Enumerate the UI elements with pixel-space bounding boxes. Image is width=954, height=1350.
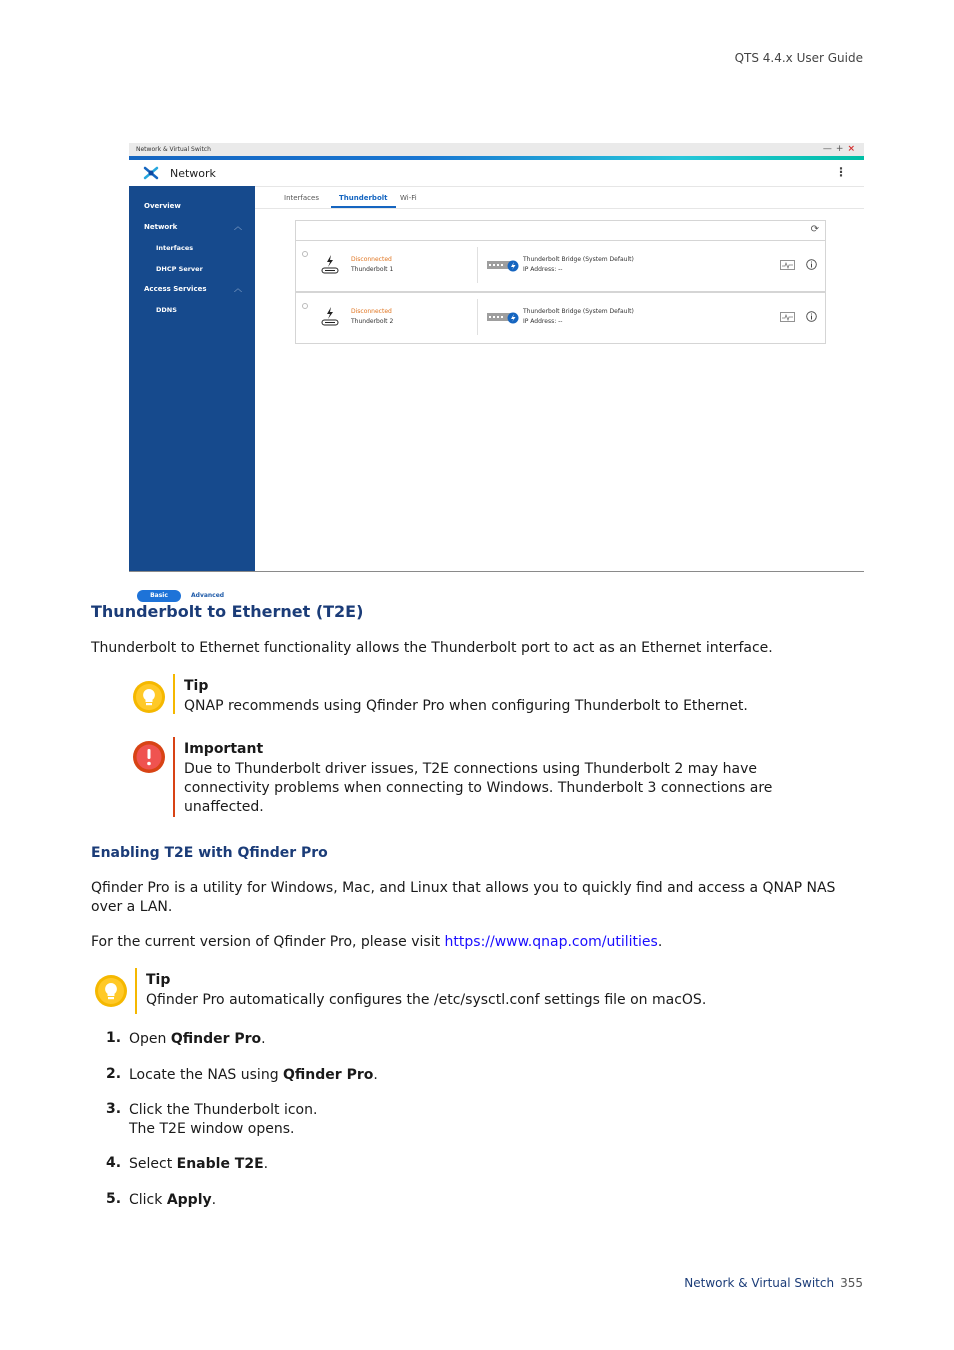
important-bar — [173, 737, 175, 817]
important-text: Due to Thunderbolt driver issues, T2E connections using Thunderbolt 2 may have connectivity problems when connecting to Windows. Thunderbolt 3 connections are unaffected. — [184, 761, 773, 815]
basic-mode-button[interactable]: Basic — [137, 590, 181, 602]
sidebar-item-ddns[interactable]: DDNS — [156, 306, 177, 314]
step-number: 5. — [106, 1191, 122, 1207]
panel-toolbar — [296, 221, 825, 241]
utilities-link[interactable]: https://www.qnap.com/utilities — [444, 934, 658, 950]
step-text: Select Enable T2E. — [129, 1156, 269, 1172]
important-note — [132, 737, 832, 817]
window-titlebar — [129, 143, 864, 156]
minimize-icon[interactable]: — — [822, 144, 836, 154]
port-name: Thunderbolt 1 — [351, 266, 394, 273]
tip-bar — [135, 968, 137, 1014]
traffic-chart-icon[interactable] — [780, 312, 795, 322]
thunderbolt-row[interactable] — [296, 291, 825, 340]
download-text: For the current version of Qfinder Pro, please visit — [91, 934, 445, 950]
section-intro: Thunderbolt to Ethernet functionality allows the Thunderbolt port to act as an Ethernet interface. — [91, 640, 773, 656]
tab-divider — [255, 208, 864, 209]
thunderbolt-panel — [295, 220, 826, 344]
step-number: 2. — [106, 1066, 122, 1082]
window-controls — [823, 143, 859, 156]
footer-section: Network & Virtual Switch — [684, 1276, 835, 1290]
tip-title: Tip — [184, 678, 209, 694]
page-number: 355 — [840, 1276, 863, 1290]
advanced-mode-button[interactable]: Advanced — [191, 592, 225, 599]
row-select-radio[interactable] — [302, 251, 308, 257]
running-header: QTS 4.4.x User Guide — [734, 51, 863, 65]
app-name: Network — [170, 167, 216, 180]
mode-toggle[interactable] — [136, 589, 233, 603]
step-number: 1. — [106, 1030, 122, 1046]
tip-text: Qfinder Pro automatically configures the /etc/sysctl.conf settings file on macOS. — [146, 992, 707, 1008]
download-text-end: . — [657, 934, 663, 950]
sidebar-item-interfaces[interactable]: Interfaces — [156, 244, 194, 252]
status-label: Disconnected — [351, 308, 392, 315]
step-number: 4. — [106, 1155, 122, 1171]
sidebar-item-dhcp-server[interactable]: DHCP Server — [156, 265, 203, 273]
bridge-switch-icon — [487, 258, 519, 272]
thunderbolt-port-icon — [321, 254, 339, 274]
tab-wifi[interactable]: Wi-Fi — [400, 194, 417, 202]
thunderbolt-port-icon — [321, 306, 339, 326]
window-title: Network & Virtual Switch — [136, 146, 211, 153]
sidebar-item-overview[interactable]: Overview — [144, 202, 181, 210]
lightbulb-icon — [94, 974, 128, 1008]
tip-title: Tip — [146, 972, 171, 988]
more-options-icon[interactable]: ⋮ — [835, 165, 847, 179]
exclamation-icon — [132, 740, 166, 774]
section-heading: Thunderbolt to Ethernet (T2E) — [91, 602, 364, 621]
chevron-up-icon[interactable]: ︿ — [234, 222, 242, 231]
step-number: 3. — [106, 1101, 122, 1117]
page-footer — [684, 1276, 863, 1290]
tab-interfaces[interactable]: Interfaces — [284, 194, 319, 202]
qfinder-description: Qfinder Pro is a utility for Windows, Mac, and Linux that allows you to quickly find and access a QNAP NAS over a LAN. — [91, 880, 836, 915]
tip-text: QNAP recommends using Qfinder Pro when configuring Thunderbolt to Ethernet. — [184, 698, 748, 714]
maximize-icon[interactable]: + — [835, 144, 848, 154]
app-header — [129, 160, 864, 187]
info-icon[interactable] — [806, 311, 817, 322]
bridge-name: Thunderbolt Bridge (System Default) — [523, 256, 634, 263]
network-app-screenshot — [129, 143, 864, 599]
row-divider — [477, 299, 478, 335]
lightbulb-icon — [132, 680, 166, 714]
info-icon[interactable] — [806, 259, 817, 270]
port-name: Thunderbolt 2 — [351, 318, 394, 325]
sidebar-item-network[interactable]: Network — [144, 223, 178, 231]
ip-address: IP Address: -- — [523, 318, 563, 325]
chevron-up-icon[interactable]: ︿ — [234, 284, 242, 293]
tip-bar — [173, 674, 175, 714]
network-logo-icon — [142, 165, 160, 181]
refresh-icon[interactable]: ⟳ — [810, 224, 819, 235]
sidebar-item-access-services[interactable]: Access Services — [144, 285, 207, 293]
step-text: Locate the NAS using Qfinder Pro. — [129, 1067, 378, 1083]
tip-note — [94, 968, 834, 1014]
tab-thunderbolt[interactable]: Thunderbolt — [339, 194, 388, 202]
close-icon[interactable]: × — [847, 144, 859, 154]
traffic-chart-icon[interactable] — [780, 260, 795, 270]
important-title: Important — [184, 741, 264, 757]
step-text: Click Apply. — [129, 1192, 217, 1208]
subsection-heading: Enabling T2E with Qfinder Pro — [91, 845, 328, 861]
status-label: Disconnected — [351, 256, 392, 263]
step-text: Click the Thunderbolt icon. The T2E window opens. — [129, 1102, 318, 1137]
bridge-switch-icon — [487, 310, 519, 324]
bridge-name: Thunderbolt Bridge (System Default) — [523, 308, 634, 315]
ip-address: IP Address: -- — [523, 266, 563, 273]
step-text: Open Qfinder Pro. — [129, 1031, 266, 1047]
row-divider — [477, 247, 478, 283]
thunderbolt-row[interactable] — [296, 241, 825, 288]
row-select-radio[interactable] — [302, 303, 308, 309]
tip-note — [132, 674, 832, 720]
qfinder-download-paragraph — [91, 933, 861, 952]
sidebar — [129, 186, 255, 599]
